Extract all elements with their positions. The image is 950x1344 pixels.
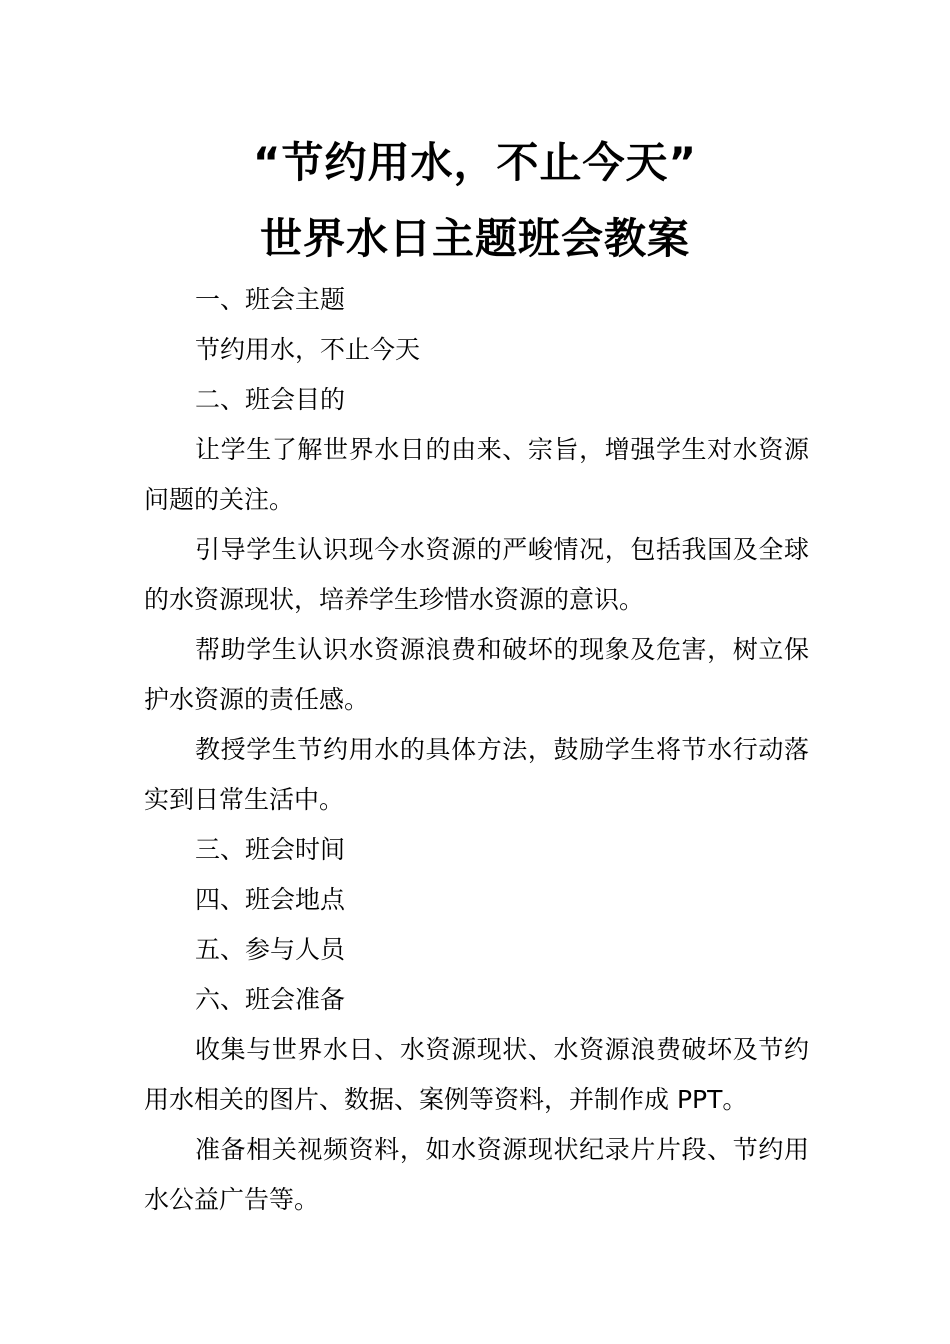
- section-heading-time: 三、班会时间: [195, 835, 346, 864]
- document-body: [144, 275, 809, 1225]
- purpose-item-4: 教授学生节约用水的具体方法，鼓励学生将节水行动落实到日常生活中。: [144, 735, 809, 814]
- section-heading-purpose: 二、班会目的: [195, 385, 346, 414]
- preparation-item-1: 收集与世界水日、水资源现状、水资源浪费破坏及节约用水相关的图片、数据、案例等资料，并制作成 PPT。: [144, 1035, 809, 1114]
- purpose-item-2: 引导学生认识现今水资源的严峻情况，包括我国及全球的水资源现状，培养学生珍惜水资源的意识。: [144, 535, 809, 614]
- purpose-item-1: 让学生了解世界水日的由来、宗旨，增强学生对水资源问题的关注。: [144, 435, 809, 514]
- purpose-item-3: 帮助学生认识水资源浪费和破坏的现象及危害，树立保护水资源的责任感。: [144, 635, 809, 714]
- preparation-item-2: 准备相关视频资料，如水资源现状纪录片片段、节约用水公益广告等。: [144, 1135, 809, 1214]
- section-heading-preparation: 六、班会准备: [195, 985, 346, 1014]
- document-title-line-1: “节约用水，不止今天”: [252, 138, 698, 187]
- section-heading-theme: 一、班会主题: [195, 285, 346, 314]
- theme-text: 节约用水，不止今天: [195, 335, 421, 364]
- document-title-line-2: 世界水日主题班会教案: [259, 214, 690, 263]
- section-heading-location: 四、班会地点: [195, 885, 346, 914]
- section-heading-participants: 五、参与人员: [195, 935, 346, 964]
